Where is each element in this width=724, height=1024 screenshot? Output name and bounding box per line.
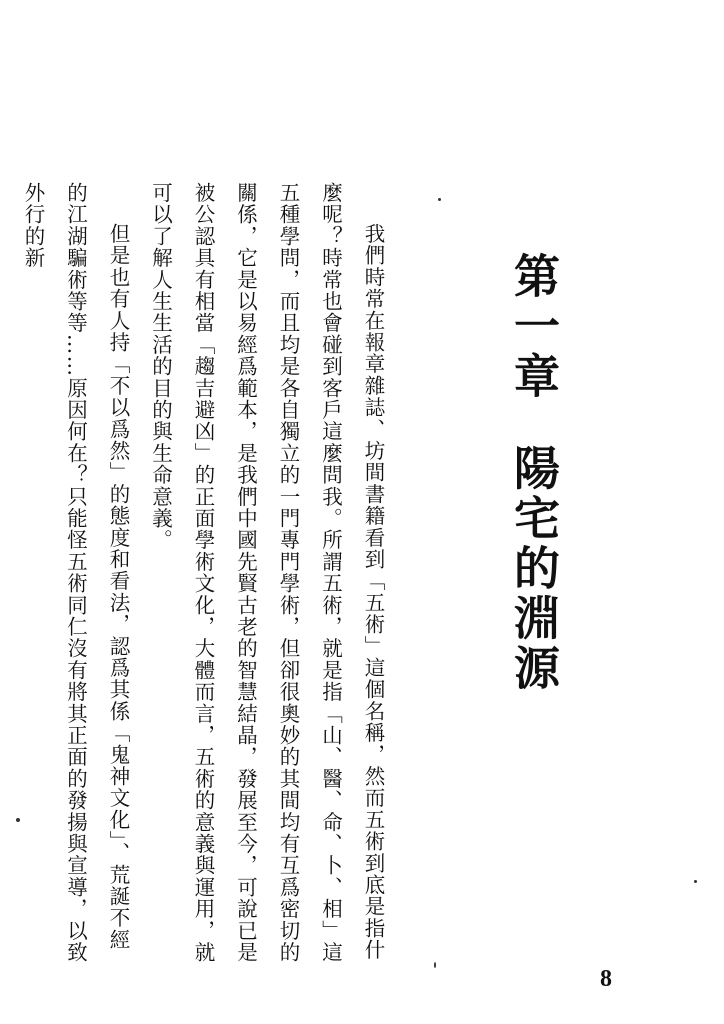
chapter-heading (504, 252, 564, 694)
body-text (21, 182, 394, 972)
paragraph-1: 我們時常在報章雜誌、坊間書籍看到「五術」這個名稱，然而五術到底是指什麼呢？時常也會碰到客戶這麼問我。所謂五術，就是指「山、醫、命、卜、相」這五種學問，而且均是各自獨立的一門專門學術，但卻很奧妙的其間均有互爲密切的關係，它是以易經爲範本，是我們中國先賢古老的智慧結晶，發展至今，可說已是被公認具有相當「趨吉避凶」的正面學術文化，大體而言，五術的意義與運用，就可以了解人生生活的目的與生命意義。 (148, 182, 385, 964)
chapter-title: 陽宅的淵源 (507, 444, 561, 694)
scan-speck (434, 962, 436, 968)
chapter-number: 第一章 (507, 252, 561, 402)
paragraph-2: 但是也有人持「不以爲然」的態度和看法，認爲其係「鬼神文化」、荒誕不經的江湖騙術等等……原因何在？只能怪五術同仁沒有將其正面的發揚與宣導，以致外行的新 (21, 182, 130, 964)
scan-speck (16, 818, 20, 822)
page-number: 8 (600, 966, 612, 992)
scan-speck (438, 198, 441, 201)
scan-speck (694, 880, 697, 883)
